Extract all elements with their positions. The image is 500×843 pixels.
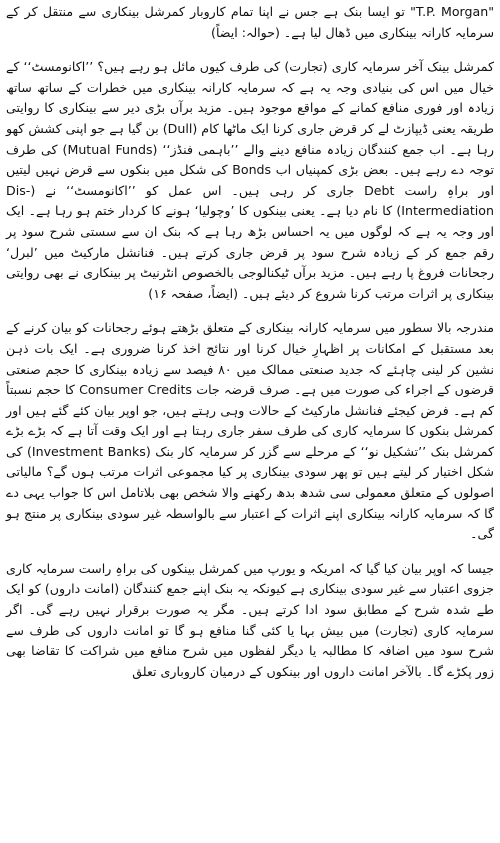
paragraph-spacer — [6, 304, 494, 318]
paragraph-spacer — [6, 43, 494, 57]
paragraph-commercial-banks: جیسا کہ اوپر بیان کیا گیا کہ امریکہ و یورپ میں کمرشل بینکوں کی براہِ راست سرمایہ کاری جزوی اعتبار سے غیر سودی بینکاری ہے کیونکہ یہ بنک اپنے جمع کنندگان (امانت داروں) کو ایک طے شدہ شرح کے مطابق سود ادا کرتے ہیں۔ مگر یہ صورت برقرار نہیں رہے گی۔ اگر سرمایہ کاری (تجارت) میں بیش بہا یا کئی گنا منافع ہو گا تو امانت داروں کی طرف سے شرح سود میں اضافہ کا مطالبہ یا دیگر لفظوں میں شرح منافع میں شراکت کا تقاضا بھی زور پکڑے گا۔ بالآخر امانت داروں اور بینکوں کے درمیان کاروباری تعلق — [6, 560, 494, 679]
paragraph-future-prospects: مندرجہ بالا سطور میں سرمایہ کارانہ بینکاری کے متعلق بڑھتے ہوئے رجحانات کو بیان کرنے کے بعد مستقبل کے امکانات پر اظہارِ خیال کرنا اور نتائج اخذ کرنا ضروری ہے۔ ایک بات ذہن نشین کر لینی چاہئے کہ جدید صنعتی ممالک میں ۸۰ فیصد سے زیادہ بینکاری کا حجم صنعتی قرضوں کے اجراء کی صورت میں ہے۔ صرف قرضہ جات Consumer Credits کا حجم نسبتاً کم ہے۔ فرض کیجئے فنانشل مارکیٹ کے حالات وہی رہتے ہیں، جو اوپر بیان کئے گئے ہیں اور کمرشل بنکوں کا سرمایہ کاری کی طرف سفر جاری رہتا ہے اور ایک وقت آتا ہے کہ بڑے بڑے کمرشل بنک ’’تشکیل نو‘‘ کے مرحلے سے گزر کر سرمایہ کار بنک (Investment Banks) کی شکل اختیار کر لیتے ہیں تو پھر سودی بینکاری پر کیا مجموعی اثرات مرتب ہوں گے؟ مالیاتی اصولوں کے متعلق معمولی سی شدھ بدھ رکھنے والا شخص بھی بلاتامل اس کا جواب یہی دے گا کہ سرمایہ کارانہ بینکاری اپنے اثرات کے اعتبار سے بالواسطہ غیر سودی بینکاری پر منتج ہو گی۔ — [6, 320, 495, 542]
paragraph-jp-morgan: "T.P. Morgan" تو ایسا بنک ہے جس نے اپنا تمام کاروبار کمرشل بینکاری سے منتقل کر کے سرمایہ کارانہ بینکاری میں ڈھال لیا ہے۔ (حوالہ: ایضاً) — [6, 4, 494, 40]
paragraph-economist-reasons: کمرشل بینک آخر سرمایہ کاری (تجارت) کی طرف کیوں مائل ہو رہے ہیں؟ ’’اکانومسٹ‘‘ کے خیال میں اس کی بنیادی وجہ یہ ہے کہ سرمایہ کارانہ بینکاری میں خطرات کے ساتھ ساتھ زیادہ اور فوری منافع کمانے کے مواقع موجود ہیں۔ مزید برآں بڑی دیر سے بینکاری کا روایتی طریقہ یعنی ڈیپازٹ لے کر قرض جاری کرنا ایک ماٹھا کام (Dull) بن گیا ہے جو اپنی کشش کھو رہا ہے۔ اب جمع کنندگان زیادہ منافع دینے والے ’’باہمی فنڈز‘‘ (Mutual Funds) کی طرف توجہ دے رہے ہیں۔ بعض بڑی کمپنیاں اب Bonds کی شکل میں بنکوں سے قرض نہیں لیتیں اور براہِ راست Debt جاری کر رہی ہیں۔ اس عمل کو ’’اکانومسٹ‘‘ نے (Dis-Intermediation) کا نام دیا ہے۔ یعنی بینکوں کا ’وچولیا‘ ہونے کا کردار ختم ہو رہا ہے۔ ایک اور وجہ یہ ہے کہ لوگوں میں یہ احساس بڑھ رہا ہے کہ بنک ان سے سستی شرح سود پر رقم جمع کر کے زیادہ شرح سود پر قرض جاری کرتے ہیں۔ فنانشل مارکیٹ میں ’لبرل‘ رجحانات فروغ پا رہے ہیں۔ مزید برآں ٹیکنالوجی بالخصوص انٹرنیٹ پر بینکاری نے بھی روایتی بینکاری پر اثرات مرتب کرنا شروع کر دیئے ہیں۔ (ایضاً، صفحہ ۱۶) — [6, 59, 494, 301]
paragraph-spacer — [6, 545, 494, 559]
document-page — [6, 2, 494, 682]
